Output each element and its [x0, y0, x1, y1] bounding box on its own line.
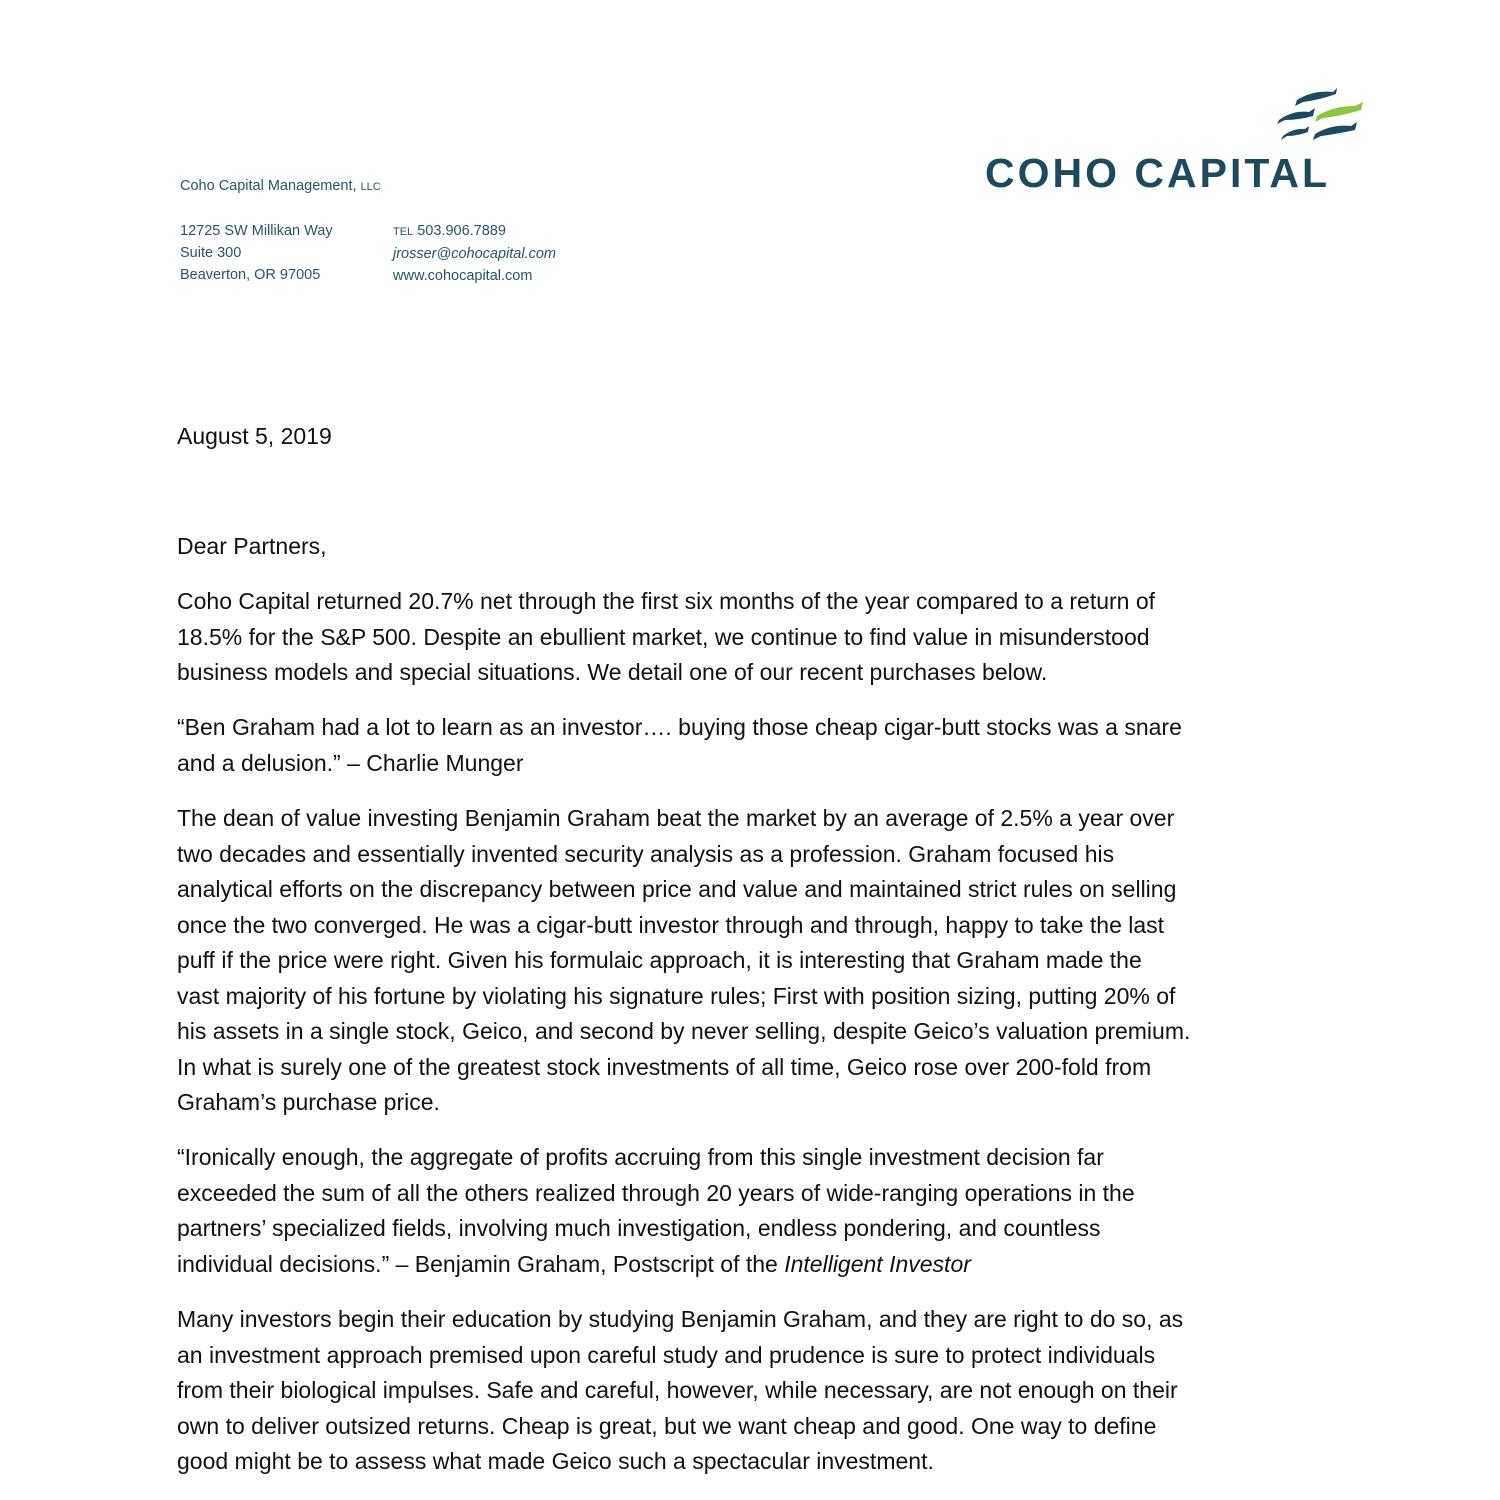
text-line: exceeded the sum of all the others realized through 20 years of wide-ranging operations in the: [177, 1179, 1135, 1206]
email-link[interactable]: jrosser@cohocapital.com: [393, 246, 557, 262]
logo-text: COHO CAPITAL: [985, 150, 1331, 196]
text-line: own to deliver outsized returns. Cheap is great, but we want cheap and good. One way to define: [177, 1412, 1157, 1439]
text-line: Graham’s purchase price.: [177, 1089, 440, 1115]
quote-graham: [177, 1140, 1135, 1282]
text-line: vast majority of his fortune by violating his signature rules; First with position sizing, putting 20% of: [177, 982, 1176, 1009]
website-link[interactable]: www.cohocapital.com: [393, 268, 533, 284]
contact-block: [393, 220, 556, 287]
text-line: from their biological impulses. Safe and careful, however, while necessary, are not enough on their: [177, 1377, 1178, 1403]
paragraph-education: [177, 1302, 1183, 1480]
text-line: puff if the price were right. Given his formulaic approach, it is interesting that Graham made the: [177, 947, 1142, 973]
text-line: Many investors begin their education by studying Benjamin Graham, and they are right to do so, as: [177, 1306, 1184, 1332]
address-line: Suite 300: [180, 245, 242, 261]
paragraph-returns: [177, 584, 1155, 691]
salutation: Dear Partners,: [177, 533, 327, 559]
text-line: and a delusion.” – Charlie Munger: [177, 749, 524, 776]
text-line: “Ironically enough, the aggregate of profits accruing from this single investment decision far: [177, 1144, 1104, 1170]
phone: 503.906.7889: [417, 223, 506, 239]
text-line: once the two converged. He was a cigar-butt investor through and through, happy to take the last: [177, 911, 1165, 938]
company-name-text: Coho Capital Management,: [180, 178, 357, 194]
company-name: [180, 175, 381, 198]
text-line: individual decisions.” – Benjamin Graham, Postscript of the: [177, 1250, 785, 1277]
text-line: his assets in a single stock, Geico, and second by never selling, despite Geico’s valuation premium.: [177, 1018, 1191, 1044]
text-line: The dean of value investing Benjamin Graham beat the market by an average of 2.5% a year over: [177, 805, 1175, 831]
address-line: Beaverton, OR 97005: [180, 267, 321, 283]
address-line: 12725 SW Millikan Way: [180, 223, 333, 239]
text-line: two decades and essentially invented security analysis as a profession. Graham focused his: [177, 840, 1115, 867]
text-line: In what is surely one of the greatest stock investments of all time, Geico rose over 200-fold from: [177, 1053, 1152, 1080]
address-block: [180, 220, 333, 286]
fish-logo-icon: [1275, 86, 1365, 142]
quote-munger: [177, 710, 1182, 781]
tel-label: TEL: [393, 226, 414, 238]
text-line: Coho Capital returned 20.7% net through the first six months of the year compared to a return of: [177, 588, 1156, 614]
text-line: business models and special situations. We detail one of our recent purchases below.: [177, 659, 1048, 685]
text-line: good might be to assess what made Geico such a spectacular investment.: [177, 1448, 934, 1474]
company-suffix: LLC: [360, 181, 381, 193]
letter-date: August 5, 2019: [177, 423, 332, 449]
paragraph-graham: [177, 801, 1190, 1121]
text-line: analytical efforts on the discrepancy between price and value and maintained strict rules on selling: [177, 876, 1177, 902]
book-title: Intelligent Investor: [784, 1250, 971, 1277]
text-line: an investment approach premised upon careful study and prudence is sure to protect individuals: [177, 1341, 1156, 1368]
text-line: “Ben Graham had a lot to learn as an investor…. buying those cheap cigar-butt stocks was a snare: [177, 714, 1182, 740]
text-line: partners’ specialized fields, involving much investigation, endless pondering, and countless: [177, 1215, 1101, 1241]
text-line: 18.5% for the S&P 500. Despite an ebullient market, we continue to find value in misunderstood: [177, 623, 1150, 650]
coho-capital-logo: [985, 86, 1355, 196]
